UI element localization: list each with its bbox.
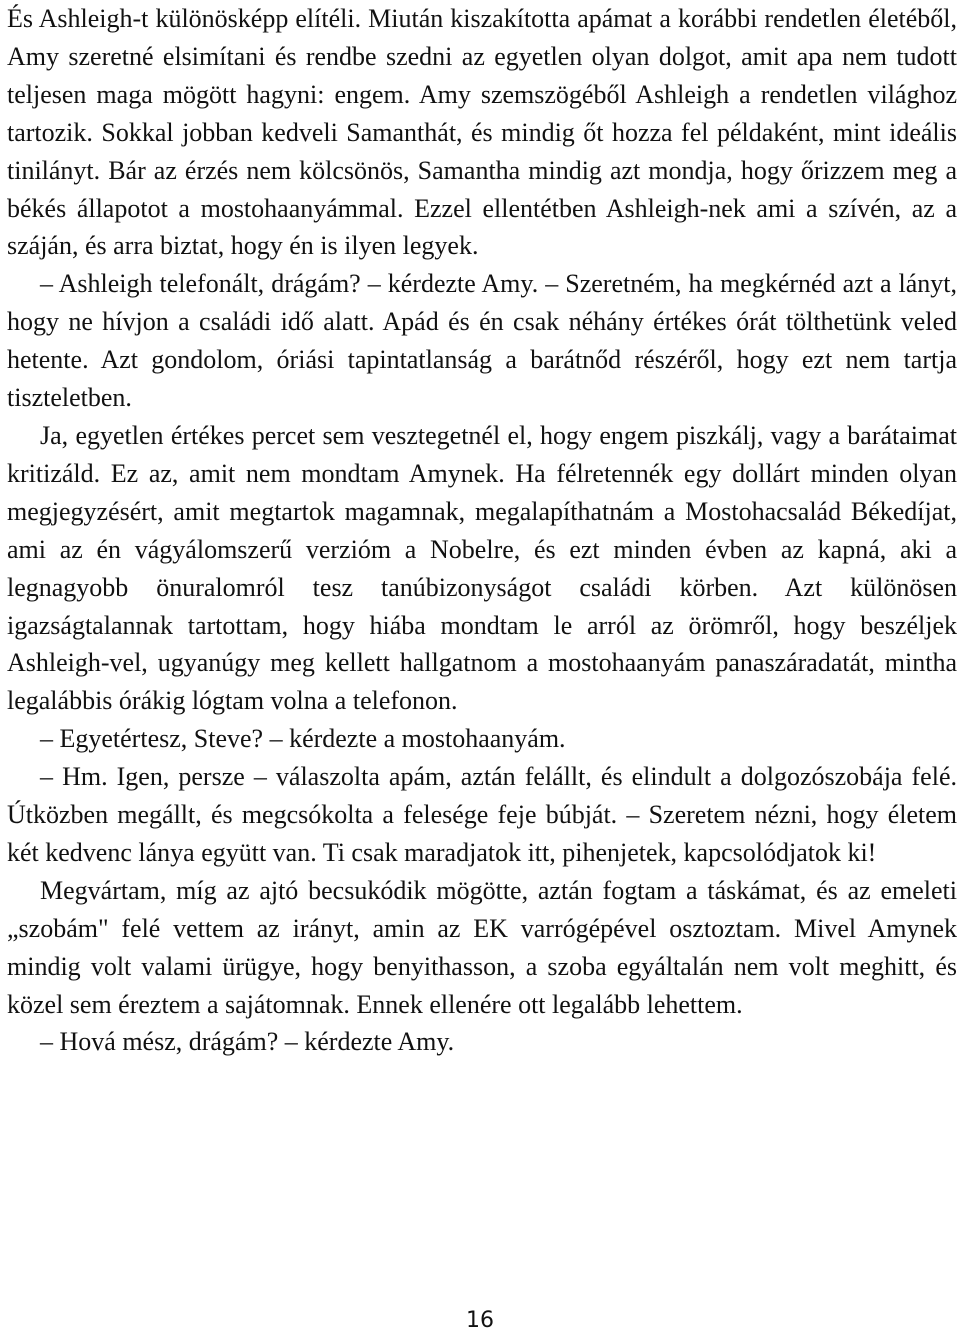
paragraph-3: Ja, egyetlen értékes percet sem vesztegetnél el, hogy engem piszkálj, vagy a barátaimat kritizáld. Ez az, amit nem mondtam Amynek. Ha félretennék egy dollárt minden olyan megjegyzésért, amit megtartok magamnak, megalapíthatnám a Mostohacsalád Békedíjat, ami az én vágyálomszerű verzióm a Nobelre, és ezt minden évben az kapná, aki a legnagyobb önuralomról tesz tanúbizonyságot családi körben. Azt különösen igazságtalannak tartottam, hogy hiába mondtam le arról az örömről, hogy beszéljek Ashleigh-vel, ugyanúgy meg kellett hallgatnom a mostohaanyám panaszáradatát, mintha legalábbis órákig lógtam volna a telefonon.: [7, 420, 957, 716]
paragraph-2: – Ashleigh telefonált, drágám? – kérdezte Amy. – Szeretném, ha megkérnéd azt a lányt, hogy ne hívjon a családi idő alatt. Apád és én csak néhány értékes órát tölthetünk veled hetente. Azt gondolom, óriási tapintatlanság a barátnőd részéről, hogy ezt nem tartja tiszteletben.: [7, 269, 957, 413]
document-page: [7, 0, 957, 1335]
paragraph-1: És Ashleigh-t különösképp elítéli. Miután kiszakította apámat a korábbi rendetlen életéből, Amy szeretné elsimítani és rendbe szedni az egyetlen olyan dolgot, amit apa nem tudott teljesen maga mögött hagyni: engem. Amy szemszögéből Ashleigh a rendetlen világhoz tartozik. Sokkal jobban kedveli Samanthát, és mindig őt hozza fel példaként, mint ideális tinilányt. Bár az érzés nem kölcsönös, Samantha mindig azt mondja, hogy őrizzem meg a békés állapotot a mostohaanyámmal. Ezzel ellentétben Ashleigh-nek ami a szívén, az a száján, és arra biztat, hogy én is ilyen legyek.: [7, 4, 957, 261]
page-number: 16: [466, 1308, 494, 1333]
paragraph-7: – Hová mész, drágám? – kérdezte Amy.: [40, 1027, 455, 1057]
paragraph-6: Megvártam, míg az ajtó becsukódik mögötte, aztán fogtam a táskámat, és az emeleti „szobám" felé vettem az irányt, amin az EK varrógépével osztoztam. Mivel Amynek mindig volt valami ürügye, hogy benyithasson, a szoba egyáltalán nem volt meghitt, és közel sem éreztem a sajátomnak. Ennek ellenére ott legalább lehettem.: [7, 875, 957, 1019]
paragraph-5: – Hm. Igen, persze – válaszolta apám, aztán felállt, és elindult a dolgozószobája felé. Útközben megállt, és megcsókolta a felesége feje búbját. – Szeretem nézni, hogy életem két kedvenc lánya együtt van. Ti csak maradjatok itt, pihenjetek, kapcsolódjatok ki!: [7, 762, 957, 867]
paragraph-4: – Egyetértesz, Steve? – kérdezte a mostohaanyám.: [40, 724, 566, 754]
body-text: [7, 0, 957, 1061]
